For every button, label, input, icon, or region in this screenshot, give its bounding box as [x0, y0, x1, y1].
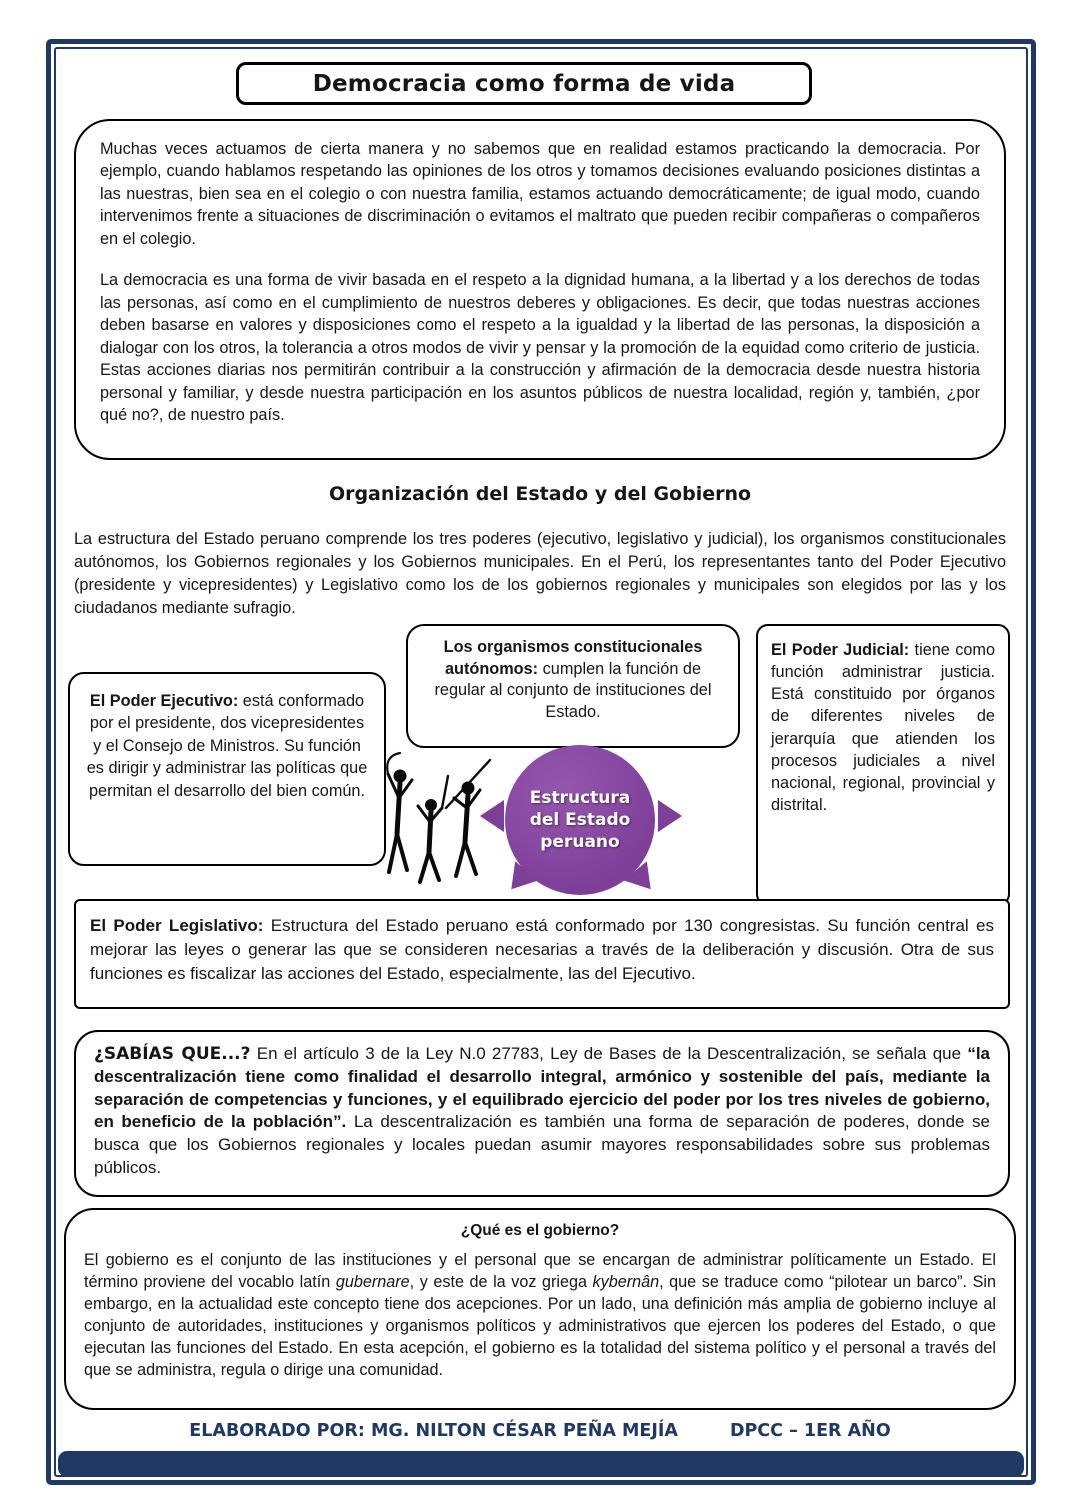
card-legislativo [74, 899, 1010, 1009]
judicial-text: tiene como función administrar justicia. Está constituido por órganos de diferentes niveles de jerarquía que atienden los procesos judiciales a nivel nacional, regional, provincial y distrital. [771, 641, 996, 815]
gobierno-heading: ¿Qué es el gobierno? [460, 1222, 620, 1239]
footer-author: ELABORADO POR: MG. NILTON CÉSAR PEÑA MEJÍA [189, 1421, 678, 1441]
intro-card [74, 119, 1006, 460]
judicial-label: El Poder Judicial: [771, 641, 910, 659]
card-sabias-que [74, 1030, 1010, 1197]
circle-line-1: Estructura [529, 787, 631, 808]
legislativo-text: Estructura del Estado peruano está conformado por 130 congresistas. Su función central es mejorar las leyes o generar las que se consideren necesarias a través de la deliberación y discusión. Otra de sus funciones es fiscalizar las acciones del Estado, especialmente, las del Ejecutivo. [90, 916, 994, 984]
gobierno-text-3: , que se traduce como “pilotear un barco”. Sin embargo, en la actualidad este concepto tiene dos acepciones. Por un lado, una definición más amplia de gobierno incluye al conjunto de autoridades, instituciones y organismos políticos y administrativos que ejercen los poderes del Estado, o que ejecutan las funciones del Estado. En esta acepción, el gobierno es la totalidad del sistema político y el personal a través del que se administra, regula o dirige una comunidad. [84, 1273, 997, 1380]
section-intro: La estructura del Estado peruano comprende los tres poderes (ejecutivo, legislativo y judicial), los organismos constitucionales autónomos, los Gobiernos regionales y los Gobiernos municipales. En el Perú, los representantes tanto del Poder Ejecutivo (presidente y vicepresidentes) y Legislativo como los de los gobiernos regionales y municipales son elegidos por las y los ciudadanos mediante sufragio. [74, 530, 1006, 618]
intro-paragraph-1: Muchas veces actuamos de cierta manera y no sabemos que en realidad estamos practicando la democracia. Por ejemplo, cuando hablamos respetando las opiniones de los otros y tomamos decisiones evaluando posiciones distintas a las nuestras, bien sea en el colegio o con nuestra familia, estamos actuando democráticamente; de igual modo, cuando intervenimos frente a situaciones de discriminación o evitamos el maltrato que pueden recibir compañeras o compañeros en el colegio. [100, 140, 980, 248]
intro-paragraph-2: La democracia es una forma de vivir basada en el respeto a la dignidad humana, a la libertad y a los derechos de todas las personas, así como en el cumplimiento de nuestros deberes y obligaciones. Es decir, que todas nuestras acciones deben basarse en valores y disposiciones como el respeto a la igualdad y la libertad de las personas, la disposición a dialogar con los otros, la tolerancia a otros modos de vivir y pensar y la promoción de la equidad como criterio de justicia. Estas acciones diarias nos permitirán contribuir a la construcción y afirmación de la democracia desde nuestra historia personal y familiar, y desde nuestra participación en los asuntos públicos de nuestra localidad, región y, también, ¿por qué no?, de nuestro país. [100, 271, 980, 425]
ejecutivo-label: El Poder Ejecutivo: [89, 692, 239, 710]
circle-line-3: peruano [540, 832, 620, 853]
sabias-que-quote: “la descentralización tiene como finalidad el desarrollo integral, armónico y sostenible del país, mediante la separación de competencias y funciones, y el equilibrado ejercicio del poder por los tres niveles de gobierno, en beneficio de la población”. [94, 1044, 990, 1132]
autonomos-text: cumplen la función de regular al conjunto de instituciones del Estado. [434, 659, 712, 721]
card-judicial [756, 624, 1010, 906]
footer-course: DPCC – 1ER AÑO [729, 1421, 891, 1441]
gobierno-paragraph [84, 1249, 996, 1381]
section-heading: Organización del Estado y del Gobierno [328, 483, 752, 505]
title-box [236, 62, 812, 105]
circle-line-2: del Estado [529, 809, 631, 830]
autonomos-label: Los organismos constitucionales autónomos: [443, 638, 703, 678]
bottom-bar [58, 1451, 1024, 1477]
card-autonomos [406, 624, 740, 748]
card-gobierno [64, 1208, 1016, 1410]
gobierno-italic-1: gubernare [335, 1273, 410, 1292]
dancers-illustration [384, 750, 494, 890]
sabias-que-text-1: En el artículo 3 de la Ley N.0 27783, Ley de Bases de la Descentralización, se señala que [250, 1044, 968, 1063]
page-footer [0, 1421, 1080, 1441]
gobierno-text-2: , y este de la voz griega [409, 1273, 593, 1292]
estructura-circle [505, 745, 655, 895]
gobierno-text-1: El gobierno es el conjunto de las instituciones y el personal que se encargan de administrar políticamente un Estado. El término proviene del vocablo latín [84, 1251, 996, 1292]
page-title: Democracia como forma de vida [312, 70, 736, 97]
sabias-que-text-2: La descentralización es también una forma de separación de poderes, donde se busca que los Gobiernos regionales y locales puedan asumir mayores responsabilidades sobre sus problemas públicos. [94, 1112, 990, 1177]
sabias-que-label: ¿SABÍAS QUE...? [94, 1044, 251, 1064]
card-ejecutivo [68, 672, 386, 866]
legislativo-label: El Poder Legislativo: [90, 916, 264, 935]
ejecutivo-text: está conformado por el presidente, dos vicepresidentes y el Consejo de Ministros. Su función es dirigir y administrar las políticas que permitan el desarrollo del bien común. [86, 692, 368, 800]
gobierno-italic-2: kybernân [592, 1273, 660, 1292]
